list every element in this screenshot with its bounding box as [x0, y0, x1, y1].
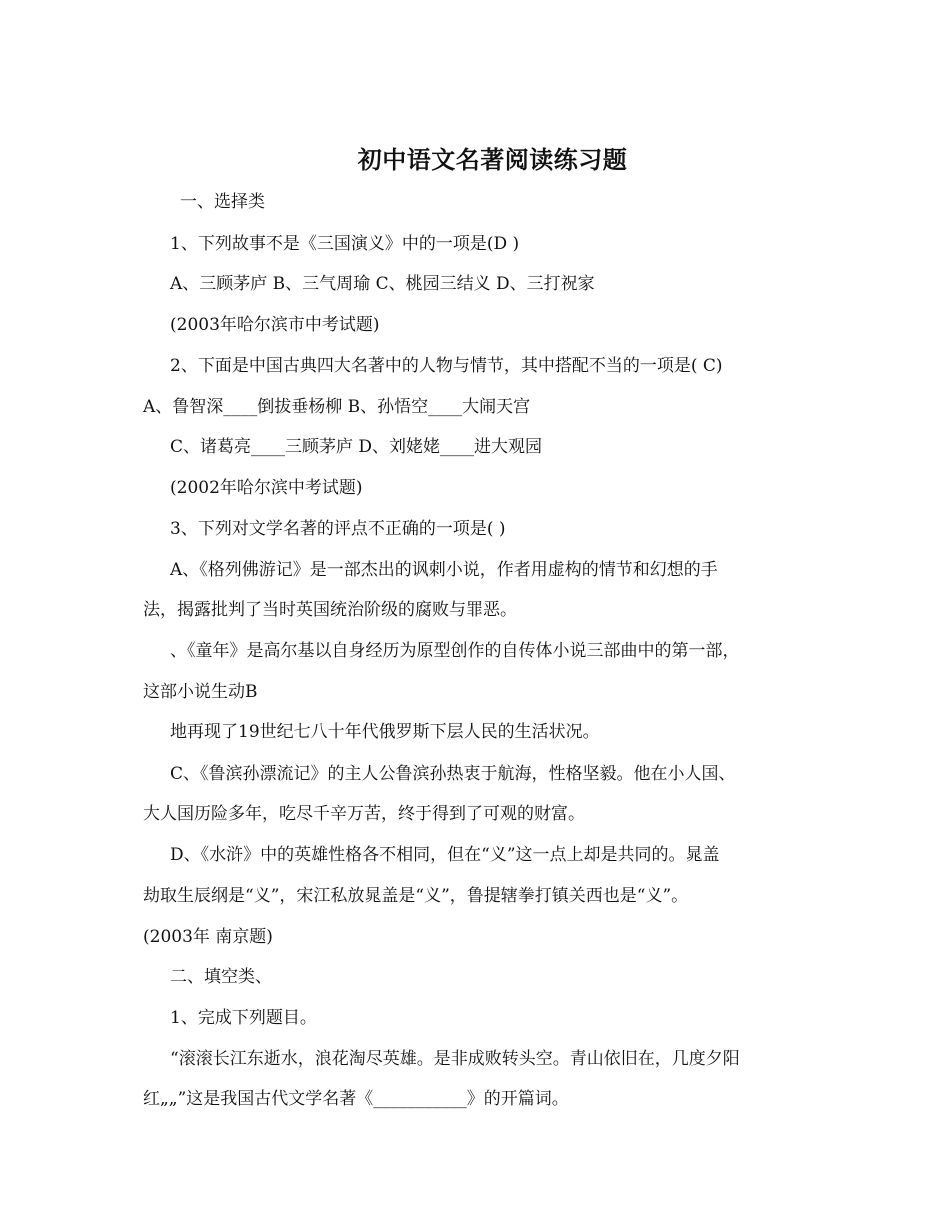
question-2-options-ab: A、鲁智深____倒拔垂杨柳 B、孙悟空____大闹天宫 [143, 397, 531, 417]
question-3-option-a-line-2: 法，揭露批判了当时英国统治阶级的腐败与罪恶。 [143, 600, 517, 620]
question-3-source: (2003年 南京题) [143, 927, 273, 947]
question-3-option-c-line-2: 大人国历险多年，吃尽千辛万苦，终于得到了可观的财富。 [143, 804, 585, 824]
question-1-source: (2003年哈尔滨市中考试题) [170, 315, 380, 335]
question-2-source: (2002年哈尔滨中考试题) [170, 478, 363, 498]
question-3-option-b-line-2: 这部小说生动B [143, 682, 258, 702]
question-1-options: A、三顾茅庐 B、三气周瑜 C、桃园三结义 D、三打祝家 [170, 274, 595, 294]
section-heading-choice: 一、选择类 [180, 192, 265, 212]
document-title: 初中语文名著阅读练习题 [357, 145, 628, 174]
question-1: 1、下列故事不是《三国演义》中的一项是(D ) [170, 234, 520, 254]
fill-question-1-text-line-1: “滚滚长江东逝水，浪花淘尽英雄。是非成败转头空。青山依旧在，几度夕阳 [170, 1049, 740, 1069]
fill-question-1: 1、完成下列题目。 [170, 1008, 317, 1028]
section-heading-fill: 二、填空类、 [170, 967, 272, 987]
question-3-option-d-line-2: 劫取生辰纲是“义”，宋江私放晁盖是“义”，鲁提辖拳打镇关西也是“义”。 [143, 886, 689, 906]
question-3-option-c-line-1: C、《鲁滨孙漂流记》的主人公鲁滨孙热衷于航海，性格坚毅。他在小人国、 [170, 764, 736, 784]
question-3-option-d-line-1: D、《水浒》中的英雄性格各不相同，但在“义”这一点上却是共同的。晁盖 [170, 845, 720, 865]
question-3: 3、下列对文学名著的评点不正确的一项是( ) [170, 519, 506, 539]
fill-question-1-text-line-2: 红„„”这是我国古代文学名著《___________》的开篇词。 [143, 1089, 569, 1109]
question-3-option-b-line-1: 、《童年》是高尔基以自身经历为原型创作的自传体小说三部曲中的第一部， [170, 641, 740, 661]
question-3-option-a-line-1: A、《格列佛游记》是一部杰出的讽刺小说，作者用虚构的情节和幻想的手 [170, 560, 718, 580]
question-3-option-b-line-3: 地再现了19世纪七八十年代俄罗斯下层人民的生活状况。 [170, 722, 600, 742]
question-2: 2、下面是中国古典四大名著中的人物与情节，其中搭配不当的一项是( C) [170, 356, 723, 376]
question-2-options-cd: C、诸葛亮____三顾茅庐 D、刘姥姥____进大观园 [170, 437, 543, 457]
